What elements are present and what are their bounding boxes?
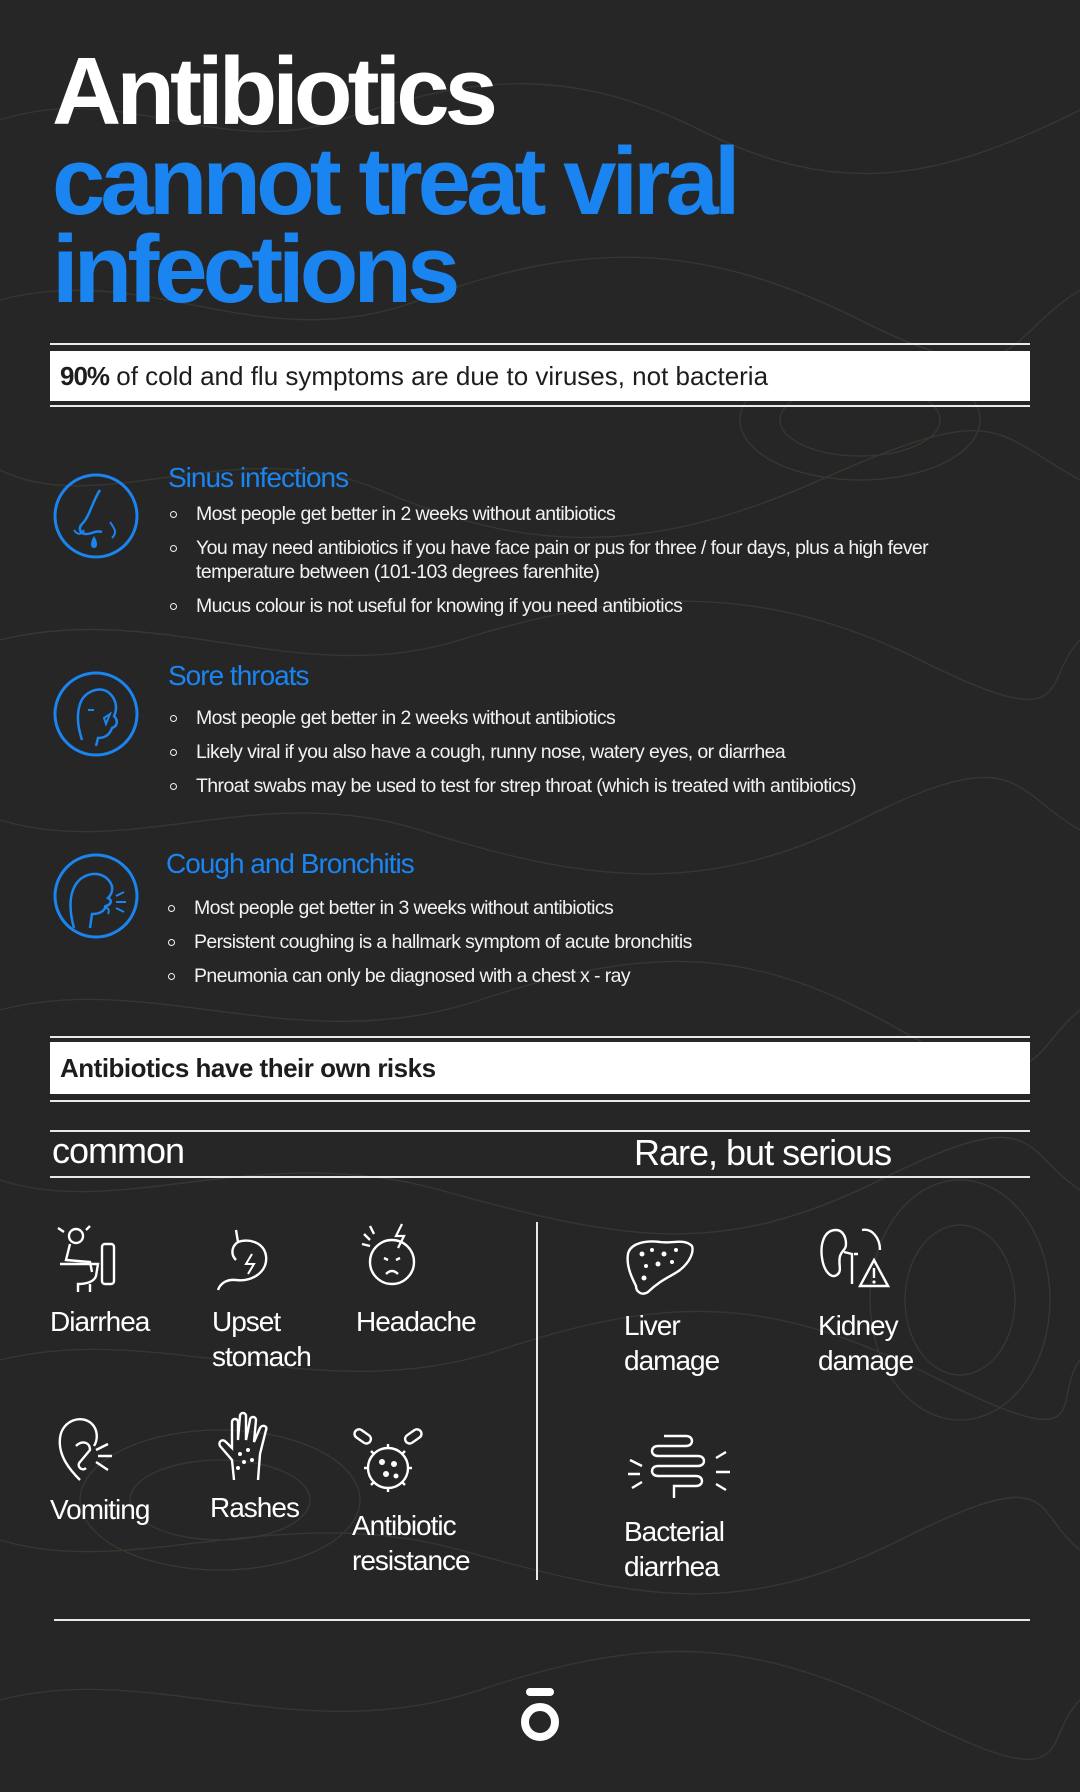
bacteria-pill-icon xyxy=(352,1428,424,1500)
risk-label-line2: diarrhea xyxy=(624,1551,719,1582)
risk-label-line2: resistance xyxy=(352,1545,470,1576)
title-line-2: cannot treat viral xyxy=(52,128,736,235)
common-heading: common xyxy=(52,1130,185,1171)
stat-banner xyxy=(50,351,1030,401)
intestine-icon xyxy=(624,1430,734,1502)
list-item: Persistent coughing is a hallmark symptom of acute bronchitis xyxy=(168,930,954,954)
risk-label-line2: stomach xyxy=(212,1341,311,1372)
list-item: You may need antibiotics if you have face pain or pus for three / four days, plus a high fever temperature between (101-103 degrees farenhite) xyxy=(170,536,956,584)
risk-vomiting xyxy=(50,1410,220,1527)
risk-diarrhea xyxy=(50,1224,220,1339)
divider xyxy=(50,405,1030,407)
nose-drip-icon xyxy=(52,472,140,560)
sore-throat-icon xyxy=(52,670,140,758)
divider xyxy=(50,1036,1030,1038)
toilet-icon xyxy=(50,1224,122,1296)
vomiting-icon xyxy=(50,1410,122,1482)
kidney-warning-icon xyxy=(818,1224,890,1296)
risk-label-line1: Bacterial xyxy=(624,1516,724,1547)
risk-antibiotic-resistance xyxy=(352,1428,522,1578)
sinus-bullets xyxy=(170,502,956,628)
risk-label-line2: damage xyxy=(624,1345,720,1376)
section-title-sore-throat: Sore throats xyxy=(168,660,309,691)
rare-heading: Rare, but serious xyxy=(634,1132,892,1173)
title-line-1: Antibiotics xyxy=(52,38,493,145)
stat-text: of cold and flu symptoms are due to viruses, not bacteria xyxy=(109,361,769,391)
sore-throat-bullets xyxy=(170,706,956,808)
risk-label-line1: Diarrhea xyxy=(50,1306,150,1337)
divider xyxy=(50,1100,1030,1102)
list-item: Most people get better in 2 weeks without antibiotics xyxy=(170,502,956,526)
rash-hand-icon xyxy=(210,1410,282,1482)
liver-icon xyxy=(624,1230,696,1302)
divider xyxy=(50,343,1030,345)
risk-headache xyxy=(356,1220,526,1339)
list-item: Pneumonia can only be diagnosed with a chest x - ray xyxy=(168,964,954,988)
divider xyxy=(54,1619,1030,1621)
list-item: Likely viral if you also have a cough, runny nose, watery eyes, or diarrhea xyxy=(170,740,956,764)
column-divider xyxy=(536,1222,538,1580)
risk-bacterial-diarrhea xyxy=(624,1430,794,1584)
risk-liver-damage xyxy=(624,1230,794,1378)
section-title-sinus: Sinus infections xyxy=(168,462,349,493)
list-item: Mucus colour is not useful for knowing if you need antibiotics xyxy=(170,594,956,618)
stomach-icon xyxy=(212,1224,284,1296)
risk-kidney-damage xyxy=(818,1224,988,1378)
section-title-cough: Cough and Bronchitis xyxy=(166,848,414,879)
risk-label-line1: Upset xyxy=(212,1306,281,1337)
divider xyxy=(50,1176,1030,1178)
risk-label-line2: damage xyxy=(818,1345,914,1376)
cough-bullets xyxy=(168,896,954,998)
risk-label-line1: Antibiotic xyxy=(352,1510,456,1541)
cough-icon xyxy=(52,852,140,940)
title-line-3: infections xyxy=(52,216,456,323)
list-item: Most people get better in 3 weeks without antibiotics xyxy=(168,896,954,920)
headache-icon xyxy=(356,1220,428,1292)
list-item: Most people get better in 2 weeks without antibiotics xyxy=(170,706,956,730)
risk-label-line1: Liver xyxy=(624,1310,680,1341)
risk-label-line1: Rashes xyxy=(210,1492,299,1523)
list-item: Throat swabs may be used to test for strep throat (which is treated with antibiotics) xyxy=(170,774,956,798)
risk-label-line1: Vomiting xyxy=(50,1494,150,1525)
stat-highlight: 90% xyxy=(60,361,110,391)
risk-label-line1: Kidney xyxy=(818,1310,898,1341)
risks-banner: Antibiotics have their own risks xyxy=(50,1042,1030,1094)
brand-logo-icon xyxy=(518,1688,562,1744)
risk-label-line1: Headache xyxy=(356,1306,476,1337)
